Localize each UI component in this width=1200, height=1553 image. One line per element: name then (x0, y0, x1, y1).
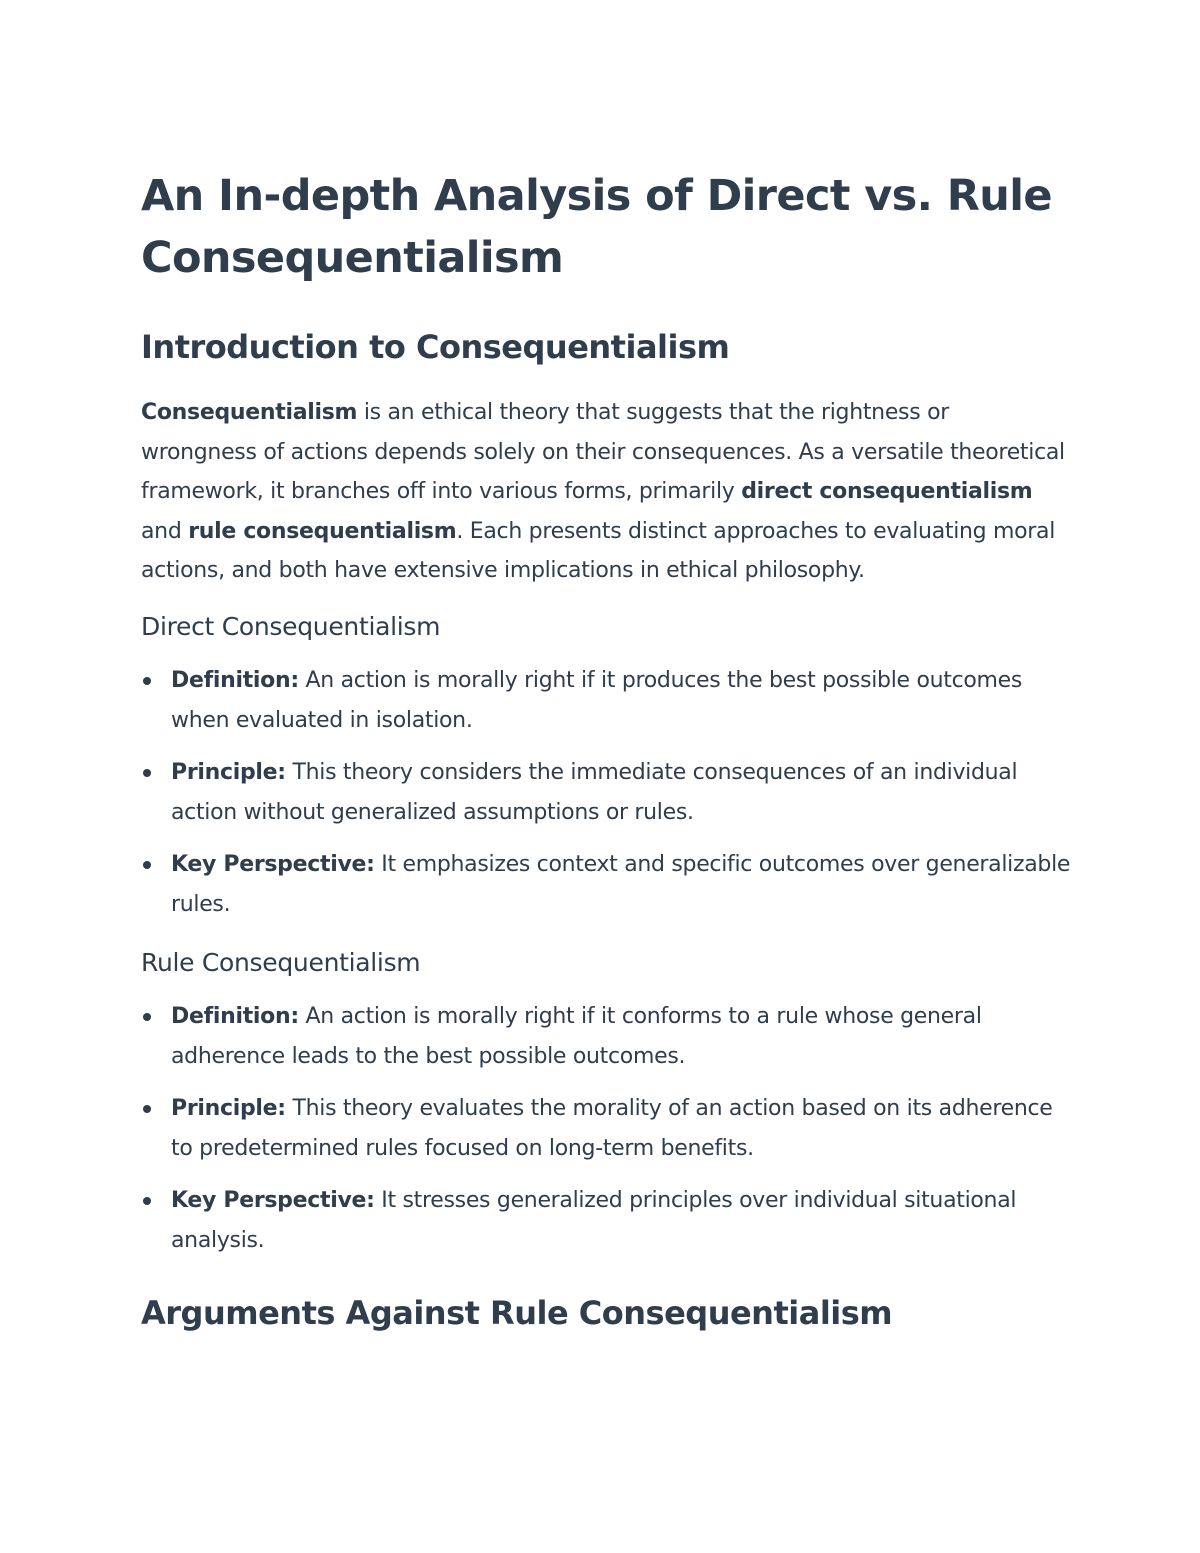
list-item (141, 997, 1071, 1077)
direct-heading: Direct Consequentialism (141, 611, 441, 641)
term-consequentialism: Consequentialism (141, 400, 358, 425)
rule-heading: Rule Consequentialism (141, 947, 421, 977)
bullet-icon (143, 861, 151, 869)
list-item (141, 661, 1071, 741)
term-direct-consequentialism: direct consequentialism (741, 479, 1033, 504)
term-rule-consequentialism: rule consequentialism (188, 518, 457, 544)
item-text: An action is morally right if it produces the best possible outcomes when evaluated in isolation. (171, 667, 1023, 733)
intro-text-2: and (141, 518, 189, 544)
item-label: Key Perspective: (171, 851, 375, 877)
intro-paragraph (141, 393, 1071, 591)
direct-list (141, 661, 1071, 925)
intro-text-1: is an ethical theory that suggests that the rightness or wrongness of actions depends solely on their consequences. As a versatile theoretical framework, it branches off into various forms, primarily (141, 400, 1065, 504)
list-item (141, 845, 1071, 925)
bullet-icon (143, 1197, 151, 1205)
bullet-icon (143, 677, 151, 685)
list-item (141, 1181, 1071, 1261)
item-label: Definition: (171, 1003, 299, 1029)
item-label: Principle: (171, 759, 286, 785)
bullet-icon (143, 769, 151, 777)
item-text: This theory evaluates the morality of an action based on its adherence to predetermined rules focused on long-term benefits. (171, 1095, 1053, 1161)
item-label: Key Perspective: (171, 1187, 375, 1213)
item-label: Principle: (171, 1095, 286, 1121)
list-item (141, 753, 1071, 833)
intro-text-3: . Each presents distinct approaches to evaluating moral actions, and both have extensive implications in ethical philosophy. (141, 518, 1056, 583)
item-text: This theory considers the immediate consequences of an individual action without generalized assumptions or rules. (171, 759, 1018, 825)
item-text: It stresses generalized principles over individual situational analysis. (171, 1187, 1017, 1253)
rule-list (141, 997, 1071, 1261)
arguments-heading: Arguments Against Rule Consequentialism (141, 1293, 893, 1332)
list-item (141, 1089, 1071, 1169)
item-text: An action is morally right if it conforms to a rule whose general adherence leads to the best possible outcomes. (171, 1003, 982, 1069)
bullet-icon (143, 1105, 151, 1113)
item-label: Definition: (171, 667, 299, 693)
document-page (141, 165, 1071, 1335)
document-title: An In-depth Analysis of Direct vs. Rule Consequentialism (141, 171, 1052, 283)
item-text: It emphasizes context and specific outcomes over generalizable rules. (171, 851, 1071, 917)
bullet-icon (143, 1013, 151, 1021)
intro-heading: Introduction to Consequentialism (141, 328, 730, 366)
